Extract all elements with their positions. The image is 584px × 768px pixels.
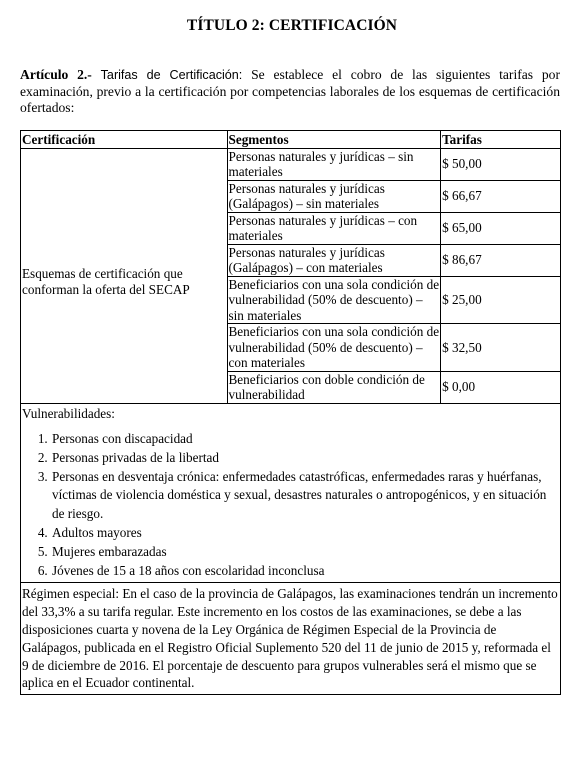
vulnerabilities-title: Vulnerabilidades:: [22, 405, 115, 421]
segment-cell: Beneficiarios con una sola condición de vulnerabilidad (50% de descuento) – con materiales: [228, 324, 440, 370]
price-cell: $ 86,67: [441, 244, 561, 276]
header-segments: Segmentos: [227, 131, 441, 149]
article-paragraph: [20, 67, 560, 117]
list-item: 2. Personas privadas de la libertad: [51, 449, 558, 468]
header-tariffs: Tarifas: [441, 131, 561, 149]
segment-cell: Personas naturales y jurídicas – con materiales: [227, 212, 441, 244]
vulnerabilities-row: [21, 403, 561, 583]
list-item: 5. Mujeres embarazadas: [51, 543, 558, 562]
article-label: Artículo 2.-: [20, 67, 92, 82]
header-certification: Certificación: [21, 131, 228, 149]
price-cell: $ 0,00: [441, 371, 561, 403]
section-title: TÍTULO 2: CERTIFICACIÓN: [186, 17, 398, 34]
tariff-table: [20, 130, 561, 695]
price-cell: $ 66,67: [441, 180, 561, 212]
segment-cell: Beneficiarios con doble condición de vulnerabilidad: [227, 371, 441, 403]
certification-cell: Esquemas de certificación que conforman la oferta del SECAP: [21, 148, 228, 403]
article-text: Se establece el cobro de las siguientes tarifas por examinación, previo a la certificación por competencias laborales de los esquemas de certificación ofertados:: [20, 67, 560, 115]
price-cell: $ 50,00: [441, 148, 561, 180]
vulnerabilities-cell: [21, 403, 561, 583]
list-item: 4. Adultos mayores: [51, 524, 558, 543]
vulnerabilities-list: [22, 430, 558, 580]
price-cell: $ 32,50: [441, 324, 561, 372]
special-regime-cell: Régimen especial: En el caso de la provincia de Galápagos, las examinaciones tendrán un incremento del 33,3% a su tarifa regular. Este incremento en los costos de las examinaciones, se debe a las disposiciones cuarta y novena de la Ley Orgánica de Régimen Especial de la Provincia de Galápagos, publicada en el Registro Oficial Suplemento 520 del 11 de junio de 2015 y, reformada el 9 de diciembre de 2016. El porcentaje de descuento para grupos vulnerables será el mismo que se aplica en el Ecuador continental.: [21, 583, 561, 695]
table-row: [21, 148, 561, 180]
list-item: 3. Personas en desventaja crónica: enfermedades catastróficas, enfermedades raras y huérfanas, víctimas de violencia doméstica y sexual, desastres naturales o antropogénicos, y en situación de riesgo.: [51, 468, 558, 524]
price-cell: $ 25,00: [441, 276, 561, 324]
article-subject: Tarifas de Certificación:: [100, 68, 243, 82]
segment-cell: Personas naturales y jurídicas (Galápagos) – sin materiales: [227, 180, 441, 212]
segment-cell: Beneficiarios con una sola condición de vulnerabilidad (50% de descuento) – sin materiales: [228, 276, 440, 323]
special-regime-row: [21, 583, 561, 695]
segment-cell: Personas naturales y jurídicas (Galápagos) – con materiales: [227, 244, 441, 276]
list-item: 6. Jóvenes de 15 a 18 años con escolaridad inconclusa: [51, 562, 558, 581]
table-header-row: [21, 131, 561, 149]
price-cell: $ 65,00: [441, 212, 561, 244]
list-item: 1. Personas con discapacidad: [51, 430, 558, 449]
segment-cell: Personas naturales y jurídicas – sin materiales: [227, 148, 441, 180]
